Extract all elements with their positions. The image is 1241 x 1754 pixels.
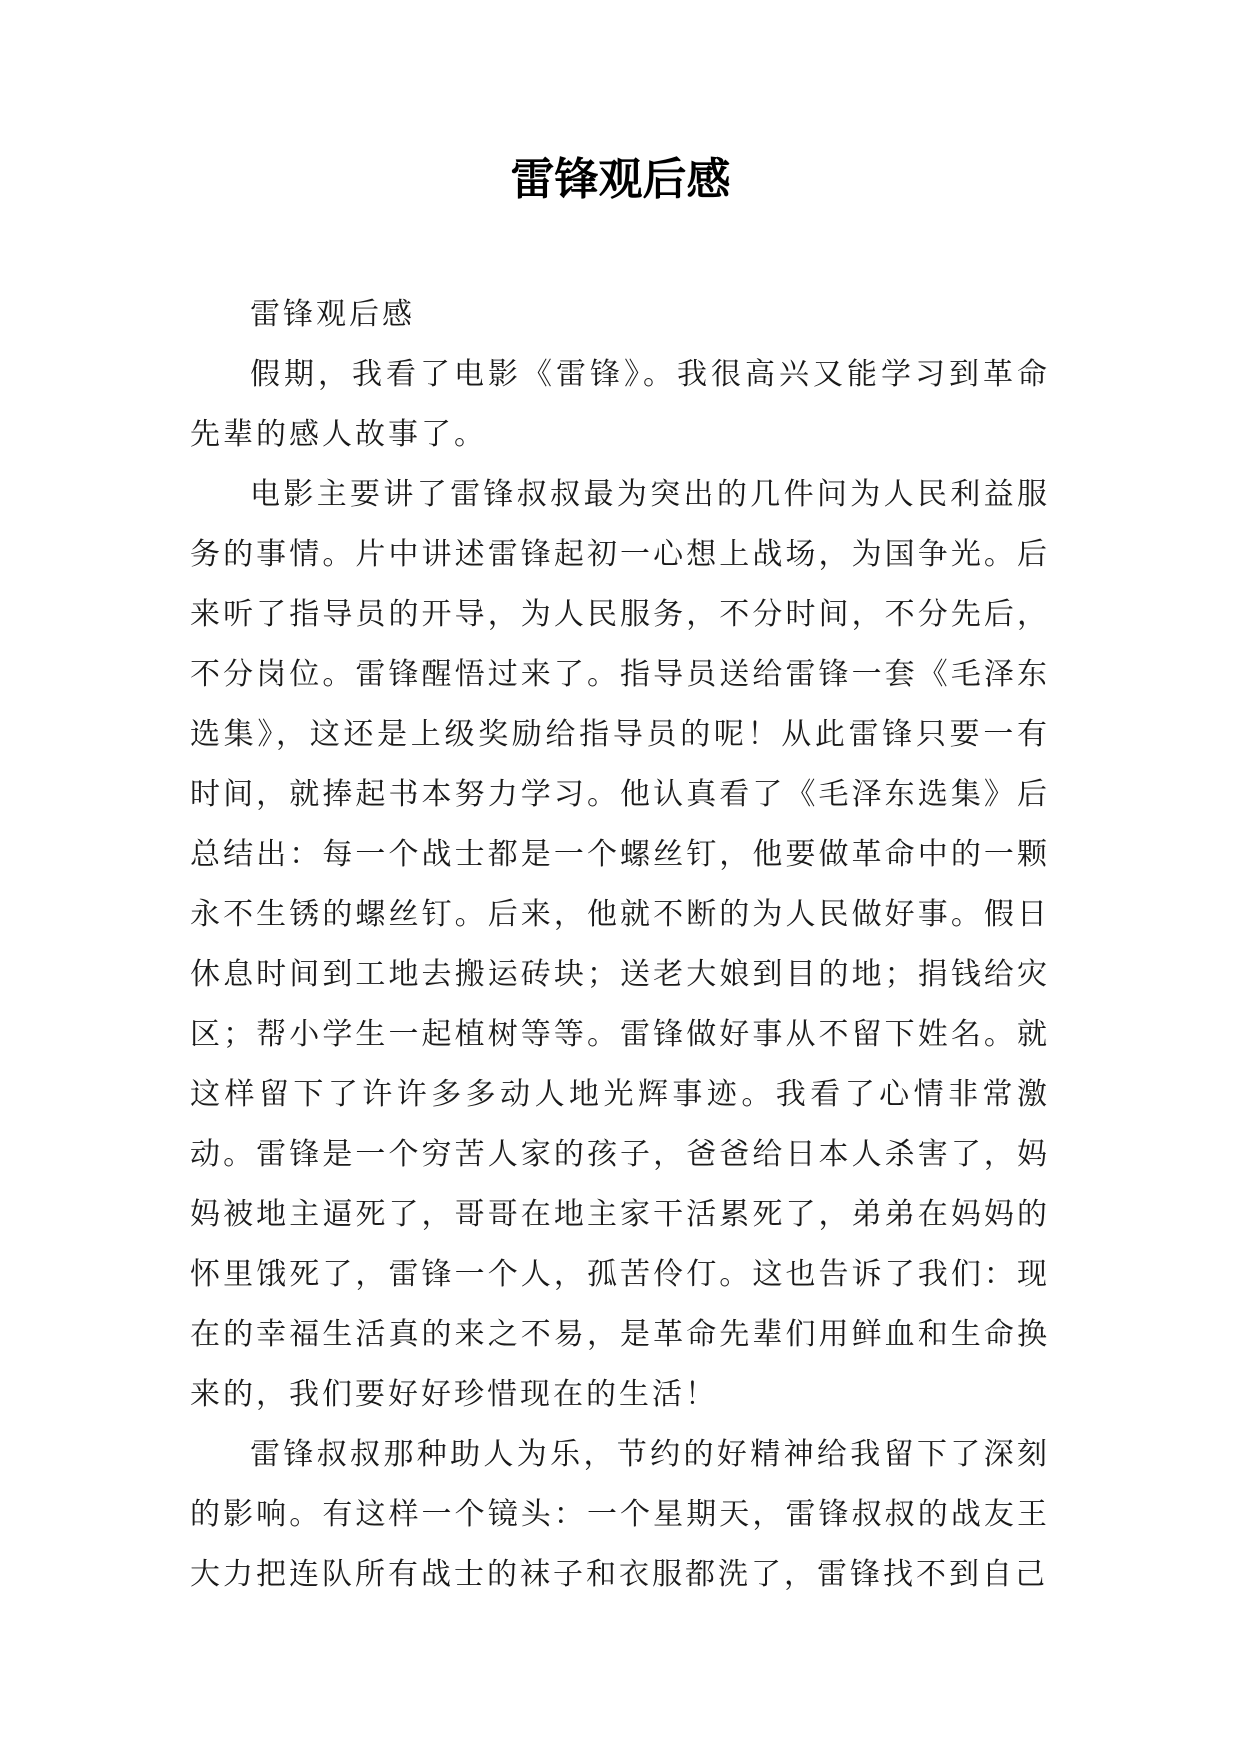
document-title: 雷锋观后感 [510, 154, 731, 205]
document-body [190, 285, 1050, 1605]
paragraph-closing: 雷锋叔叔那种助人为乐，节约的好精神给我留下了深刻的影响。有这样一个镜头：一个星期天，雷锋叔叔的战友王大力把连队所有战士的袜子和衣服都洗了，雷锋找不到自己 [190, 1437, 1050, 1592]
paragraph-main: 电影主要讲了雷锋叔叔最为突出的几件问为人民利益服务的事情。片中讲述雷锋起初一心想上战场，为国争光。后来听了指导员的开导，为人民服务，不分时间，不分先后，不分岗位。雷锋醒悟过来了。指导员送给雷锋一套《毛泽东选集》，这还是上级奖励给指导员的呢！从此雷锋只要一有时间，就捧起书本努力学习。他认真看了《毛泽东选集》后总结出：每一个战士都是一个螺丝钉，他要做革命中的一颗永不生锈的螺丝钉。后来，他就不断的为人民做好事。假日休息时间到工地去搬运砖块；送老大娘到目的地；捐钱给灾区；帮小学生一起植树等等。雷锋做好事从不留下姓名。就这样留下了许许多多动人地光辉事迹。我看了心情非常激动。雷锋是一个穷苦人家的孩子，爸爸给日本人杀害了，妈妈被地主逼死了，哥哥在地主家干活累死了，弟弟在妈妈的怀里饿死了，雷锋一个人，孤苦伶仃。这也告诉了我们：现在的幸福生活真的来之不易，是革命先辈们用鲜血和生命换来的，我们要好好珍惜现在的生活！ [190, 477, 1050, 1412]
paragraph-intro: 假期，我看了电影《雷锋》。我很高兴又能学习到革命先辈的感人故事了。 [190, 357, 1050, 452]
paragraph-heading: 雷锋观后感 [250, 297, 415, 332]
